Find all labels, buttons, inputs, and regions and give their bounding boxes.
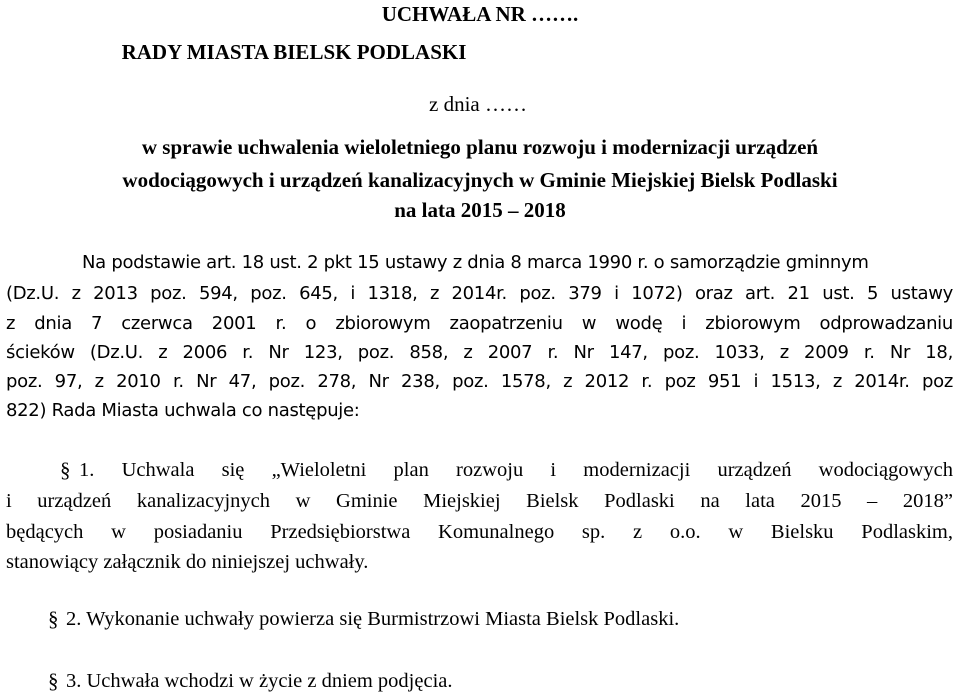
preamble-line-2: (Dz.U. z 2013 poz. 594, poz. 645, i 1318, z 2014r. poz. 379 i 1072) oraz art. 21 ust. 5 ustawy	[6, 283, 953, 304]
preamble-line-6: 822) Rada Miasta uchwala co następuje:	[6, 400, 360, 421]
council-name: RADY MIASTA BIELSK PODLASKI	[121, 40, 467, 64]
paragraph-3-line-1: 3. Uchwała wchodzi w życie z dniem podjęcia.	[66, 670, 453, 692]
section-symbol-2: §	[48, 607, 59, 631]
section-symbol-1: §	[60, 458, 71, 482]
preamble-line-3: z dnia 7 czerwca 2001 r. o zbiorowym zaopatrzeniu w wodę i zbiorowym odprowadzaniu	[6, 313, 953, 334]
preamble-line-4: ścieków (Dz.U. z 2006 r. Nr 123, poz. 858, z 2007 r. Nr 147, poz. 1033, z 2009 r. Nr 18,	[6, 342, 953, 363]
preamble-line-1: Na podstawie art. 18 ust. 2 pkt 15 ustawy z dnia 8 marca 1990 r. o samorządzie gminnym	[82, 252, 869, 273]
paragraph-1-line-3: będących w posiadaniu Przedsiębiorstwa Komunalnego sp. z o.o. w Bielsku Podlaskim,	[6, 521, 953, 543]
paragraph-2-line-1: 2. Wykonanie uchwały powierza się Burmistrzowi Miasta Bielsk Podlaski.	[66, 608, 680, 630]
resolution-title-text: UCHWAŁA NR …….	[381, 2, 579, 26]
subject-line-3: na lata 2015 – 2018	[394, 198, 566, 222]
section-symbol-3: §	[48, 669, 59, 693]
subject-line-2: wodociągowych i urządzeń kanalizacyjnych w Gminie Miejskiej Bielsk Podlaski	[122, 168, 838, 192]
resolution-date: z dnia ……	[429, 92, 527, 116]
paragraph-1-line-1: 1. Uchwala się „Wieloletni plan rozwoju i modernizacji urządzeń wodociągowych	[79, 459, 953, 481]
paragraph-1-line-2: i urządzeń kanalizacyjnych w Gminie Miejskiej Bielsk Podlaski na lata 2015 – 2018”	[6, 490, 953, 512]
paragraph-1-line-4: stanowiący załącznik do niniejszej uchwały.	[6, 551, 369, 573]
preamble-line-5: poz. 97, z 2010 r. Nr 47, poz. 278, Nr 238, poz. 1578, z 2012 r. poz 951 i 1513, z 2014r. poz	[6, 371, 953, 392]
resolution-title	[0, 4, 620, 25]
subject-line-1: w sprawie uchwalenia wieloletniego planu rozwoju i modernizacji urządzeń	[141, 135, 819, 159]
